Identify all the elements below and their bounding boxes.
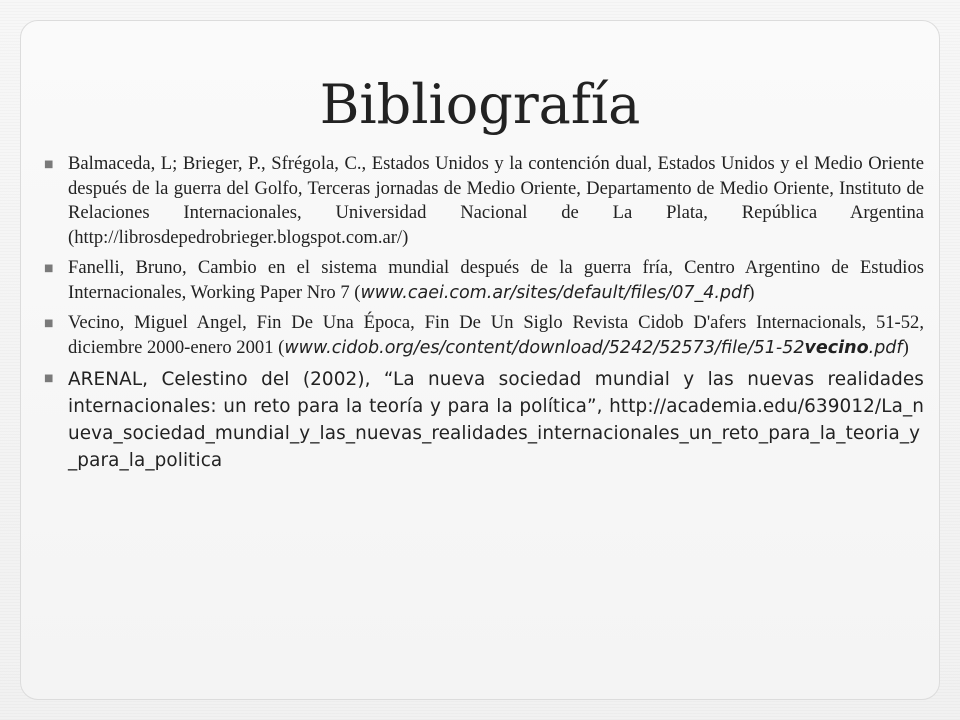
- reference-text: ARENAL, Celestino del (2002), “La nueva sociedad mundial y las nuevas realidades internacionales: un reto para la teoría y para la política”,: [68, 369, 924, 417]
- reference-close-paren: ): [902, 336, 909, 358]
- square-bullet-icon: ■: [44, 159, 54, 170]
- reference-item-1: [40, 152, 924, 250]
- reference-item-4: [40, 366, 924, 474]
- reference-link[interactable]: www.cidob.org/es/content/download/5242/52573/file/51-52: [284, 337, 805, 358]
- reference-link-end[interactable]: .pdf: [868, 337, 903, 358]
- reference-link[interactable]: www.caei.com.ar/sites/default/files/07_4.pdf: [360, 282, 749, 303]
- slide-title: Bibliografía: [319, 73, 641, 136]
- square-bullet-icon: ■: [44, 318, 54, 329]
- bibliography-list: [40, 152, 924, 480]
- reference-link-bold[interactable]: vecino: [804, 337, 869, 358]
- reference-text: Balmaceda, L; Brieger, P., Sfrégola, C., Estados Unidos y la contención dual, Estados Unidos y el Medio Oriente después de la guerra del Golfo, Terceras jornadas de Medio Oriente, Departamento de Medio Oriente, Instituto de Relaciones Internacionales, Universidad Nacional de La Plata, República Argentina (http://librosdepedrobrieger.blogspot.com.ar/): [68, 153, 924, 248]
- reference-text: Fanelli, Bruno, Cambio en el sistema mundial después de la guerra fría, Centro Argentino de Estudios Internacionales, Working Paper Nro 7 (: [68, 257, 924, 303]
- square-bullet-icon: ■: [44, 373, 54, 384]
- reference-close-paren: ): [748, 281, 755, 303]
- reference-item-2: [40, 256, 924, 305]
- square-bullet-icon: ■: [44, 263, 54, 274]
- reference-link[interactable]: http://academia.edu/639012/La_nueva_sociedad_mundial_y_las_nuevas_realidades_internacionales_un_reto_para_la_teoria_y_para_la_politica: [68, 396, 924, 471]
- reference-text: Vecino, Miguel Angel, Fin De Una Época, Fin De Un Siglo Revista Cidob D'afers Internacionals, 51-52, diciembre 2000-enero 2001 (: [68, 312, 924, 358]
- reference-item-3: [40, 311, 924, 360]
